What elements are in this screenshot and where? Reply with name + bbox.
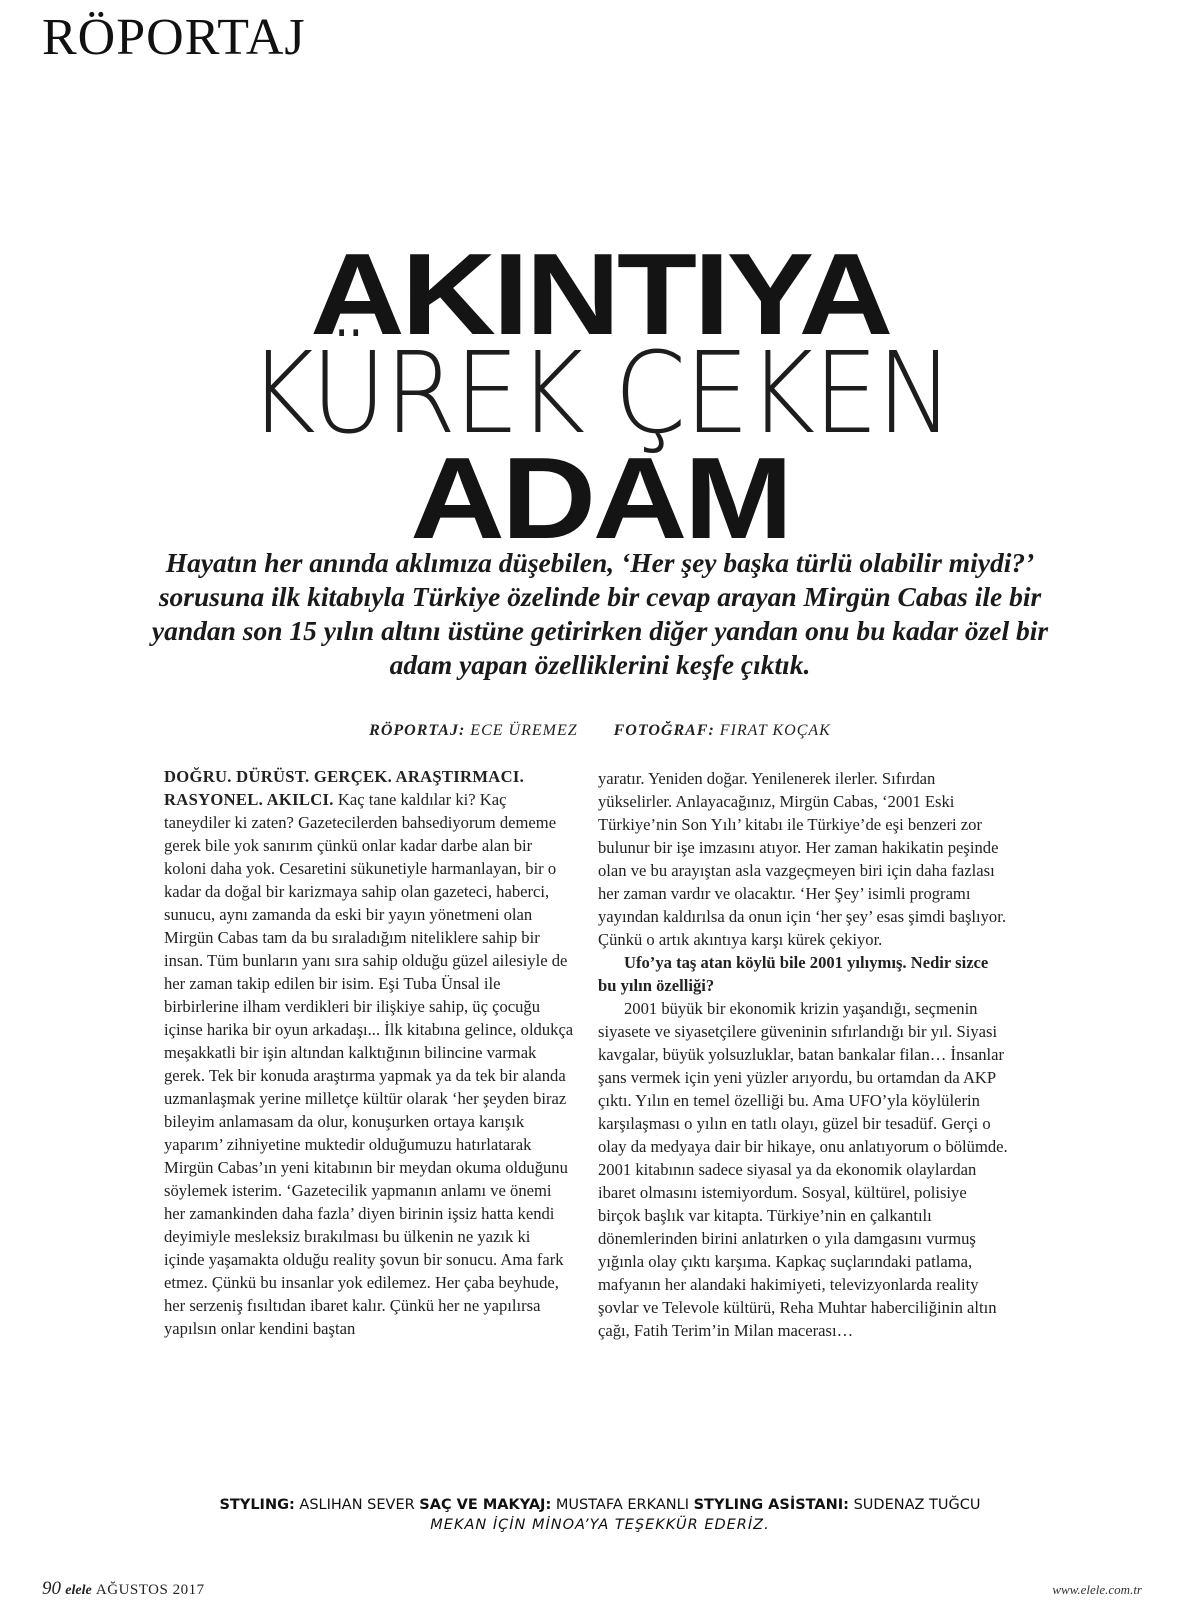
article-column-left (164, 765, 574, 1340)
styling-name: ASLIHAN SEVER (299, 1497, 415, 1513)
issue-date: AĞUSTOS 2017 (95, 1582, 205, 1598)
interview-answer: 2001 büyük bir ekonomik krizin yaşandığı, seçmenin siyasete ve siyasetçilere güveninin sıfırlandığı bir yıl. Siyasi kavgalar, büyük yolsuzluklar, batan bankalar filan… İnsanlar şans vermek için yeni yüzler arıyordu, bu ortamdan da AKP çıktı. Yılın en temel özelliği bu. Ama UFO’yla köylülerin karşılaşması o yılın en tatlı olayı, güzel bir tesadüf. Gerçi o olay da medyaya dair bir hikaye, onu anlatıyorum o bölümde. 2001 kitabının sadece siyasal ya da ekonomik olaylardan ibaret olmasını istemiyordum. Sosyal, kültürel, polisiye birçok başlık var kitapta. Türkiye’nin en çalkantılı dönemlerinden birini anlatırken o yıla damgasını vurmuş yığınla olay çıktı karşıma. Kapkaç suçlarındaki patlama, mafyanın her alandaki hakimiyeti, televizyonlarda reality şovlar ve Televole kültürü, Reha Muhtar haberciliğinin altın çağı, Fatih Terim’in Milan macerası… (598, 999, 1008, 1340)
photographer-name: FIRAT KOÇAK (719, 722, 831, 739)
headline-line-2: KÜREK ÇEKEN (248, 329, 952, 459)
article-lead: DOĞRU. DÜRÜST. GERÇEK. ARAŞTIRMACI. RASYONEL. AKILCI. (164, 767, 525, 809)
hair-makeup-label: SAÇ VE MAKYAJ: (419, 1497, 552, 1513)
interviewer-name: ECE ÜREMEZ (470, 722, 578, 739)
headline-line-1: AKINTIYA (310, 229, 890, 359)
photo-label: FOTOĞRAF: (613, 722, 715, 739)
website-url: www.elele.com.tr (1052, 1582, 1142, 1597)
styling-label: STYLING: (219, 1497, 295, 1513)
article-right-body: yaratır. Yeniden doğar. Yenilenerek ilerler. Sıfırdan yükselirler. Anlayacağınız, Mirgün Cabas, ‘2001 Eski Türkiye’nin Son Yılı’ kitabı ile Türkiye’de eşi benzeri zor bulunur bir işe imzasını atıyor. Her zaman hakikatin peşinde olan ve bu arayıştan asla vazgeçmeyen biri için daha fazlası her zaman vardır ve olacaktır. ‘Her Şey’ isimli programı yayından kaldırılsa da onun için ‘her şey’ esas şimdi başlıyor. Çünkü o artık akıntıya karşı kürek çekiyor. (598, 769, 1006, 949)
interview-question: Ufo’ya taş atan köylü bile 2001 yılıymış. Nedir sizce bu yılın özelliği? (598, 953, 989, 995)
article-left-body: Kaç tane kaldılar ki? Kaç taneydiler ki zaten? Gazetecilerden bahsediyorum dememe gerek bile yok sanırım çünkü onlar kadar darbe alan bir koloni daha yok. Cesaretini sükunetiyle harmanlayan, bir o kadar da doğal bir karizmaya sahip olan gazeteci, haberci, sunucu, aynı zamanda da eski bir yayın yönetmeni olan Mirgün Cabas tam da bu sıraladığım niteliklere sahip bir insan. Tüm bunların yanı sıra sahip olduğu güzel ailesiyle de her zaman takip edilen bir isim. Eşi Tuba Ünsal ile birbirlerine ilham verdikleri bir ilişkiye sahip, üç çocuğu içinse harika bir oyun arkadaşı... İlk kitabına gelince, oldukça meşakkatli bir işin altından kalktığının bilincine varmak gerek. Tek bir konuda araştırma yapmak ya da tek bir alanda uzmanlaşmak yerine milletçe kültür olarak ‘her şeyden biraz bileyim anlamasam da olur, konuşurken ortaya karışık yaparım’ zihniyetine muktedir olduğumuzu hatırlatarak Mirgün Cabas’ın yeni kitabının bir meydan okuma olduğunu söylemek isterim. ‘Gazetecilik yapmanın anlamı ve önemi her zamankinden daha fazla’ diyen birinin işsiz hatta kendi deyimiyle mesleksiz bırakılması bu ülkenin ne yazık ki içinde yaşamakta olduğu reality şovun bir sonucu. Ama fark etmez. Çünkü bu insanlar yok edilemez. Her çaba beyhude, her serzeniş fısıltıdan ibaret kalır. Çünkü her ne yapılırsa yapılsın onlar kendini baştan (164, 790, 574, 1338)
page-number: 90 (42, 1578, 61, 1599)
styling-assistant-label: STYLING ASİSTANI: (693, 1497, 849, 1513)
location-thanks: MEKAN İÇİN MİNOA’YA TEŞEKKÜR EDERİZ. (430, 1517, 770, 1533)
magazine-name: elele (65, 1583, 92, 1598)
photo-credits (0, 1495, 1200, 1535)
article-column-right (598, 767, 1008, 1342)
section-label: RÖPORTAJ (42, 9, 306, 66)
byline (0, 722, 1200, 740)
hair-makeup-name: MUSTAFA ERKANLI (555, 1497, 689, 1513)
styling-assistant-name: SUDENAZ TUĞCU (853, 1497, 981, 1513)
interview-label: RÖPORTAJ: (369, 722, 466, 739)
page-footer (42, 1578, 205, 1600)
headline-line-3: ADAM (410, 433, 790, 563)
intro-paragraph: Hayatın her anında aklımıza düşebilen, ‘Her şey başka türlü olabilir miydi?’ sorusuna ilk kitabıyla Türkiye özelinde bir cevap arayan Mirgün Cabas ile bir yandan son 15 yılın altını üstüne getirirken diğer yandan onu bu kadar özel bir adam yapan özelliklerini keşfe çıktık. (151, 547, 1049, 680)
